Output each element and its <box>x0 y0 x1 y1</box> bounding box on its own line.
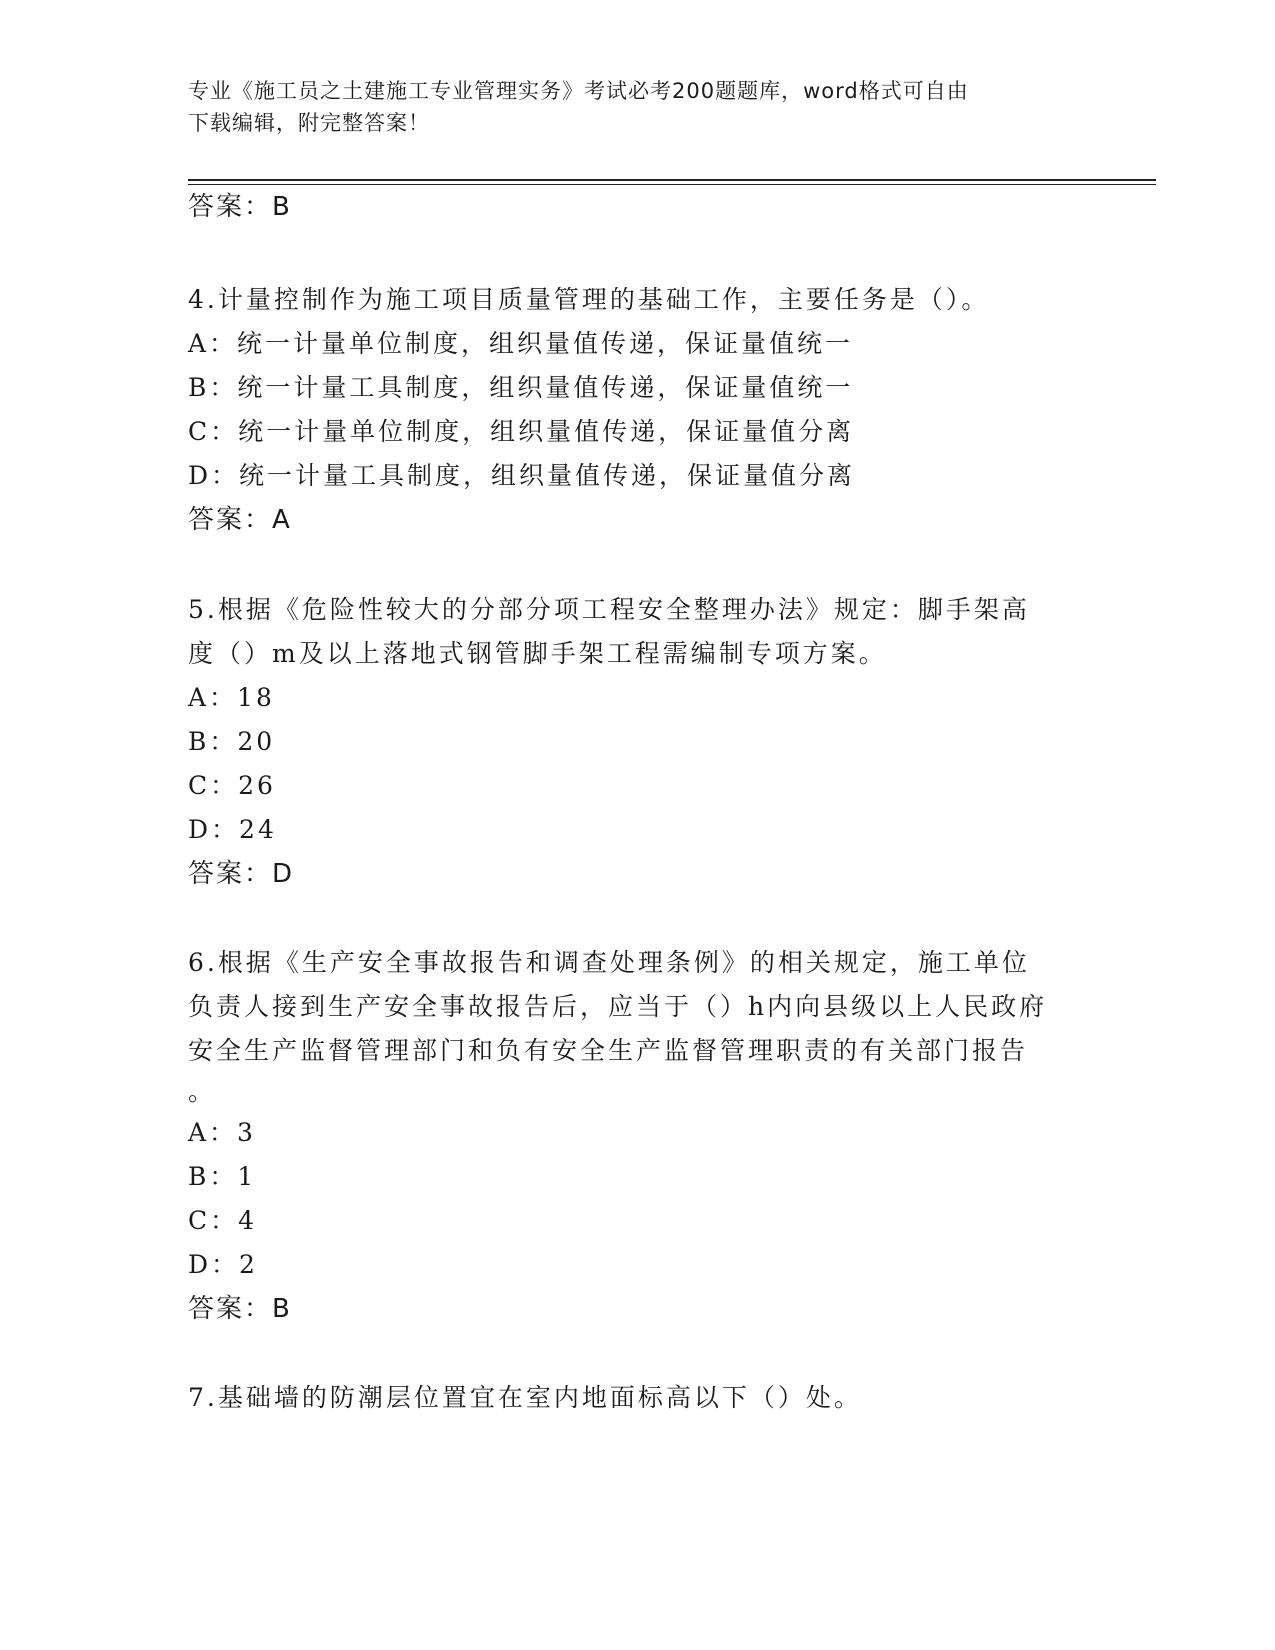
header-line-2: 下载编辑，附完整答案！ <box>188 111 430 135</box>
question-5-stem-line-1: 5.根据《危险性较大的分部分项工程安全整理办法》规定：脚手架高 <box>188 595 1030 624</box>
question-5-option-d: D：24 <box>188 815 277 844</box>
header-line-1: 专业《施工员之土建施工专业管理实务》考试必考200题题库，word格式可自由 <box>188 79 969 103</box>
question-4-option-b: B：统一计量工具制度，组织量值传递，保证量值统一 <box>188 373 854 402</box>
question-5-option-b: B：20 <box>188 727 276 756</box>
question-6-option-b: B：1 <box>188 1162 257 1191</box>
question-4-option-c: C：统一计量单位制度，组织量值传递，保证量值分离 <box>188 417 855 446</box>
header-rule-thin <box>188 184 1156 185</box>
question-5-option-c: C：26 <box>188 771 276 800</box>
question-6-option-a: A：3 <box>188 1118 256 1147</box>
question-5-stem-line-2: 度（）m及以上落地式钢管脚手架工程需编制专项方案。 <box>188 639 887 668</box>
question-6-stem-line-4: 。 <box>188 1077 217 1106</box>
answer-q5: 答案：D <box>188 859 295 889</box>
question-6-stem-line-3: 安全生产监督管理部门和负有安全生产监督管理职责的有关部门报告 <box>188 1036 1029 1065</box>
answer-q3: 答案：B <box>188 192 292 222</box>
question-6-stem-line-2: 负责人接到生产安全事故报告后，应当于（）h内向县级以上人民政府 <box>188 992 1048 1021</box>
page-header <box>188 75 1068 139</box>
header-rule-thick <box>188 179 1156 181</box>
question-6-stem-line-1: 6.根据《生产安全事故报告和调查处理条例》的相关规定，施工单位 <box>188 948 1030 977</box>
question-4-stem: 4.计量控制作为施工项目质量管理的基础工作，主要任务是（）。 <box>188 285 990 314</box>
question-7-stem: 7.基础墙的防潮层位置宜在室内地面标高以下（）处。 <box>188 1383 862 1412</box>
answer-q6: 答案：B <box>188 1294 292 1324</box>
question-6-option-c: C：4 <box>188 1206 258 1235</box>
question-6-option-d: D：2 <box>188 1250 258 1279</box>
question-4-option-a: A：统一计量单位制度，组织量值传递，保证量值统一 <box>188 329 854 358</box>
question-4-option-d: D：统一计量工具制度，组织量值传递，保证量值分离 <box>188 461 856 490</box>
answer-q4: 答案：A <box>188 505 292 535</box>
question-5-option-a: A：18 <box>188 683 275 712</box>
